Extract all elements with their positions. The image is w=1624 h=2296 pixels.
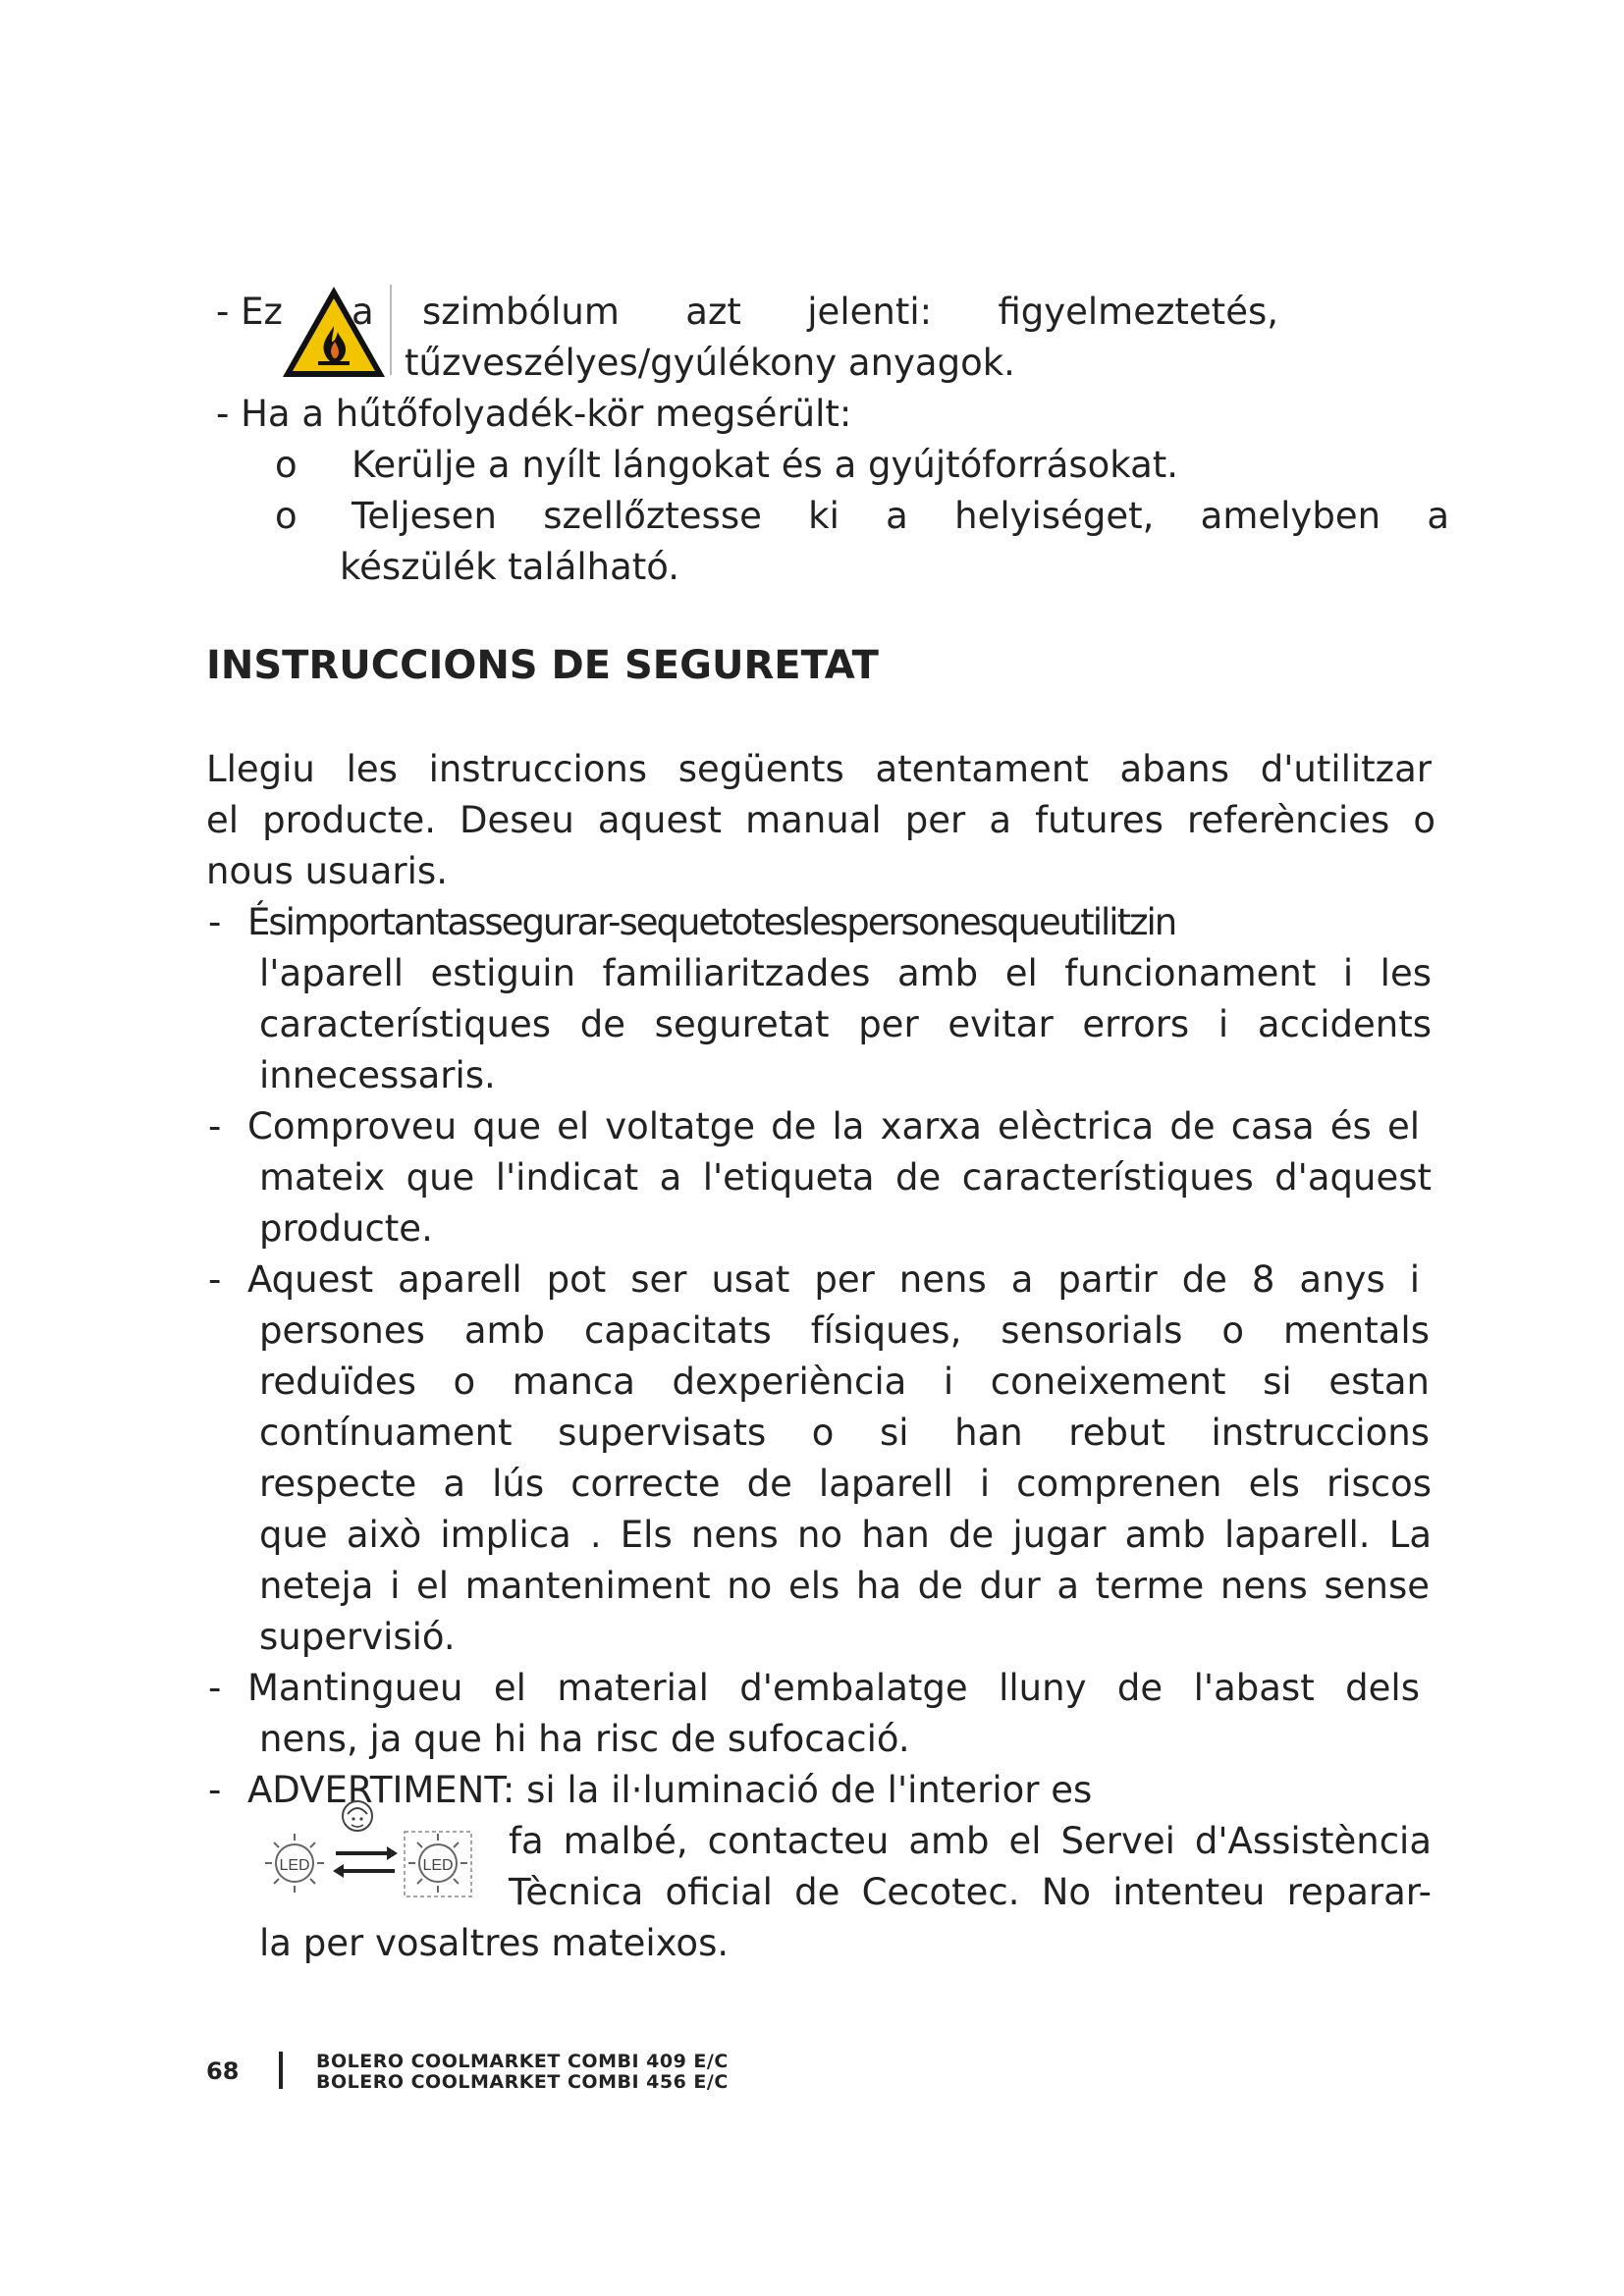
technician-icon — [343, 1801, 372, 1831]
sub-item-1: Kerülje a nyílt lángokat és a gyújtóforrásokat. — [352, 444, 1179, 486]
bullet-line: Mantingueu el material d'embalatge lluny de l'abast dels — [247, 1667, 1420, 1709]
bullet-line: Tècnica oficial de Cecotec. No intenteu reparar- — [509, 1871, 1432, 1913]
intro-line: Llegiu les instruccions següents atentament abans d'utilitzar — [206, 748, 1432, 790]
bullet-line: ADVERTIMENT: si la il·luminació de l'interior es — [247, 1769, 1093, 1811]
bullet-line: fa malbé, contacteu amb el Servei d'Assistència — [509, 1820, 1432, 1862]
model-name-line: BOLERO COOLMARKET COMBI 409 E/C — [316, 2051, 729, 2072]
warning-line2-text: tűzveszélyes/gyúlékony anyagok. — [405, 342, 1015, 384]
intro-line: el producte. Deseu aquest manual per a futures referències o — [206, 799, 1435, 841]
warning-line-prefix: - Ez — [216, 291, 283, 333]
bullet-marker: - — [208, 1667, 222, 1709]
bullet-marker: - — [208, 1105, 222, 1148]
bullet-marker: - — [208, 1769, 222, 1811]
sub-item-2-line1: Teljesen szellőztesse ki a helyiséget, amelyben a — [352, 495, 1449, 537]
bullet-line: l'aparell estiguin familiaritzades amb el funcionament i les — [259, 952, 1432, 994]
bullet-line: contínuament supervisats o si han rebut instruccions — [259, 1412, 1430, 1454]
bullet-line: persones amb capacitats físiques, sensorials o mentals — [259, 1309, 1430, 1352]
bullet-line: Ésimportantassegurar-sequetoteslespersonesqueutilitzin — [247, 901, 1176, 943]
bullet-line: Aquest aparell pot ser usat per nens a partir de 8 anys i — [247, 1258, 1420, 1301]
led-replacement-icon — [257, 1794, 483, 1898]
bullet-line: nens, ja que hi ha risc de sufocació. — [259, 1718, 910, 1760]
page-number: 68 — [206, 2057, 240, 2085]
bullet-marker: - — [208, 1258, 222, 1301]
led-label-right: LED — [422, 1857, 454, 1874]
sub-marker-1: o — [275, 444, 298, 486]
bullet-line: característiques de seguretat per evitar errors i accidents — [259, 1003, 1432, 1045]
warning-line1-text: szimbólum azt jelenti: figyelmeztetés, — [422, 291, 1278, 333]
bullet-line: la per vosaltres mateixos. — [259, 1922, 730, 1964]
bullet-line: neteja i el manteniment no els ha de dur a terme nens sense — [259, 1565, 1430, 1607]
bullet-line: mateix que l'indicat a l'etiqueta de característiques d'aquest — [259, 1156, 1432, 1199]
model-name-line: BOLERO COOLMARKET COMBI 456 E/C — [316, 2071, 729, 2093]
bullet-line: respecte a lús correcte de laparell i comprenen els riscos — [259, 1463, 1432, 1505]
led-light-icon — [265, 1834, 324, 1893]
section-heading: INSTRUCCIONS DE SEGURETAT — [206, 643, 879, 688]
intro-line: nous usuaris. — [206, 850, 448, 892]
footer-divider — [279, 2052, 283, 2089]
swap-arrows-icon — [333, 1846, 398, 1878]
bullet-line: Comproveu que el voltatge de la xarxa elèctrica de casa és el — [247, 1105, 1420, 1148]
bullet-line: innecessaris. — [259, 1054, 496, 1096]
refrigerant-intro: - Ha a hűtőfolyadék-kör megsérült: — [216, 393, 852, 435]
bullet-line: producte. — [259, 1207, 433, 1250]
bullet-line: que això implica . Els nens no han de jugar amb laparell. La — [259, 1514, 1432, 1556]
led-light-icon — [405, 1832, 471, 1896]
bullet-line: reduïdes o manca dexperiència i coneixement si estan — [259, 1361, 1430, 1403]
warning-line-a: a — [352, 291, 374, 333]
bullet-marker: - — [208, 901, 222, 943]
sub-item-2-line2: készülék található. — [340, 546, 680, 588]
sub-marker-2: o — [275, 495, 298, 537]
icon-divider — [390, 285, 392, 375]
led-label-left: LED — [279, 1857, 310, 1874]
bullet-line: supervisió. — [259, 1616, 456, 1658]
